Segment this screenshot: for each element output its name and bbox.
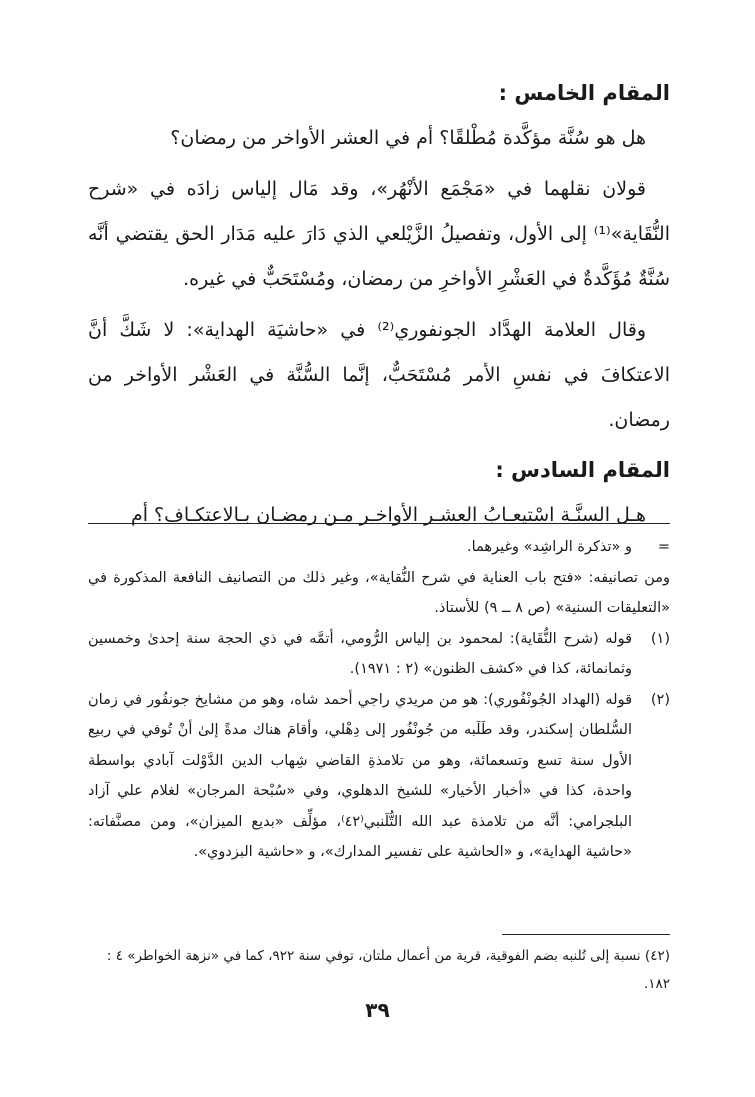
footnote-continuation: [88, 532, 670, 563]
sixth-question: هـل السنَّـة اسْتيعـابُ العشـر الأواخـر مـن رمضـان بـالاعتكـاف؟ أم: [130, 504, 646, 526]
fifth-question: هل هو سُنَّة مؤكَّدة مُطْلقًا؟ أم في العشر الأواخر من رمضان؟: [170, 127, 646, 149]
footnote-2-mark: (٢): [650, 691, 670, 708]
fifth-paragraph-1: قولان نقلهما في «مَجْمَع الأنْهُر»، وقد مَال إلياس زادَه في «شرح النُّقَاية»⁽¹⁾ إلى الأول، وتفصيلُ الزَّيْلعي الذي دَارَ عليه مَدَار الحق يقتضي أنَّه سُنَّةٌ مُؤَكَّدةٌ في العَشْرِ الأواخرِ من رمضان، ومُسْتَحَبٌّ في غيره.: [88, 178, 670, 290]
footnote-42: (٤٢) نسبة إلى تُلنبه بضم الفوقية، قرية من أعمال ملتان، توفي سنة ٩٢٢، كما في «نزهة الخواطر» ٤ : ١٨٢.: [106, 948, 670, 992]
secondary-footnote-separator: [502, 934, 670, 935]
fifth-paragraph-2: وقال العلامة الهدَّاد الجونفوري⁽²⁾ في «حاشيَة الهداية»: لا شَكَّ أنَّ الاعتكافَ في نفسِ الأمر مُسْتَحَبٌّ، إنَّما السُّنَّة في العَشْر الأواخر من رمضان.: [88, 319, 670, 431]
footnote-1: [88, 624, 670, 685]
page-number: ٣٩: [365, 998, 390, 1022]
section-heading-sixth: المقام السادس :: [495, 458, 670, 482]
footnote-1-mark: (١): [650, 630, 670, 647]
footnote-separator: [88, 523, 670, 524]
footnotes: [88, 532, 670, 868]
footnote-1-text: قوله (شرح النُّقَاية): لمحمود بن إلياس الرُّومي، أتمَّه في ذي الحجة سنة إحدىٰ وخمسين وثمانمائة، كذا في «كشف الظنون» (٢ : ١٩٧١).: [88, 630, 632, 677]
footnote-works: ومن تصانيفه: «فتح باب العناية في شرح النُّقاية»، وغير ذلك من التصانيف النافعة المذكورة في «التعليقات السنية» (ص ٨ ــ ٩) للأستاذ.: [88, 569, 670, 616]
continuation-text: و «تذكرة الراشِد» وغيرهما.: [467, 539, 632, 555]
continuation-mark: =: [657, 539, 670, 555]
footnote-2: [88, 685, 670, 868]
section-heading-fifth: المقام الخامس :: [498, 81, 670, 105]
footnote-2-text: قوله (الهداد الجُونْفُوري): هو من مريدي راجي أحمد شاه، وهو من مشايخ جونفُور في زمان السُّلطان إسكندر، وقد طَلَبه من جُونْفُور إلى دِهْلي، وأقامَ هناك مدةً إلىٰ أنْ تُوفي في ربيع الأول سنة تسع وتسعمائة، وهو من تلامذةِ القاضي شِهاب الدين الدَّوْلت آبادي بواسطة واحدة، كذا في «أخبار الأخيار» للشيخ الدهلوي، وفي «سُبْحة المرجان» لغلام علي آزاد البلجرامي: أنَّه من تلامذة عبد الله التُّلَنبي⁽٤٢⁾، مؤلِّف «بديع الميزان»، ومن مصنَّفاته: «حاشية الهداية»، و «الحاشية على تفسير المدارك»، و «حاشية البزدوي».: [88, 691, 632, 860]
main-text: [88, 70, 670, 538]
